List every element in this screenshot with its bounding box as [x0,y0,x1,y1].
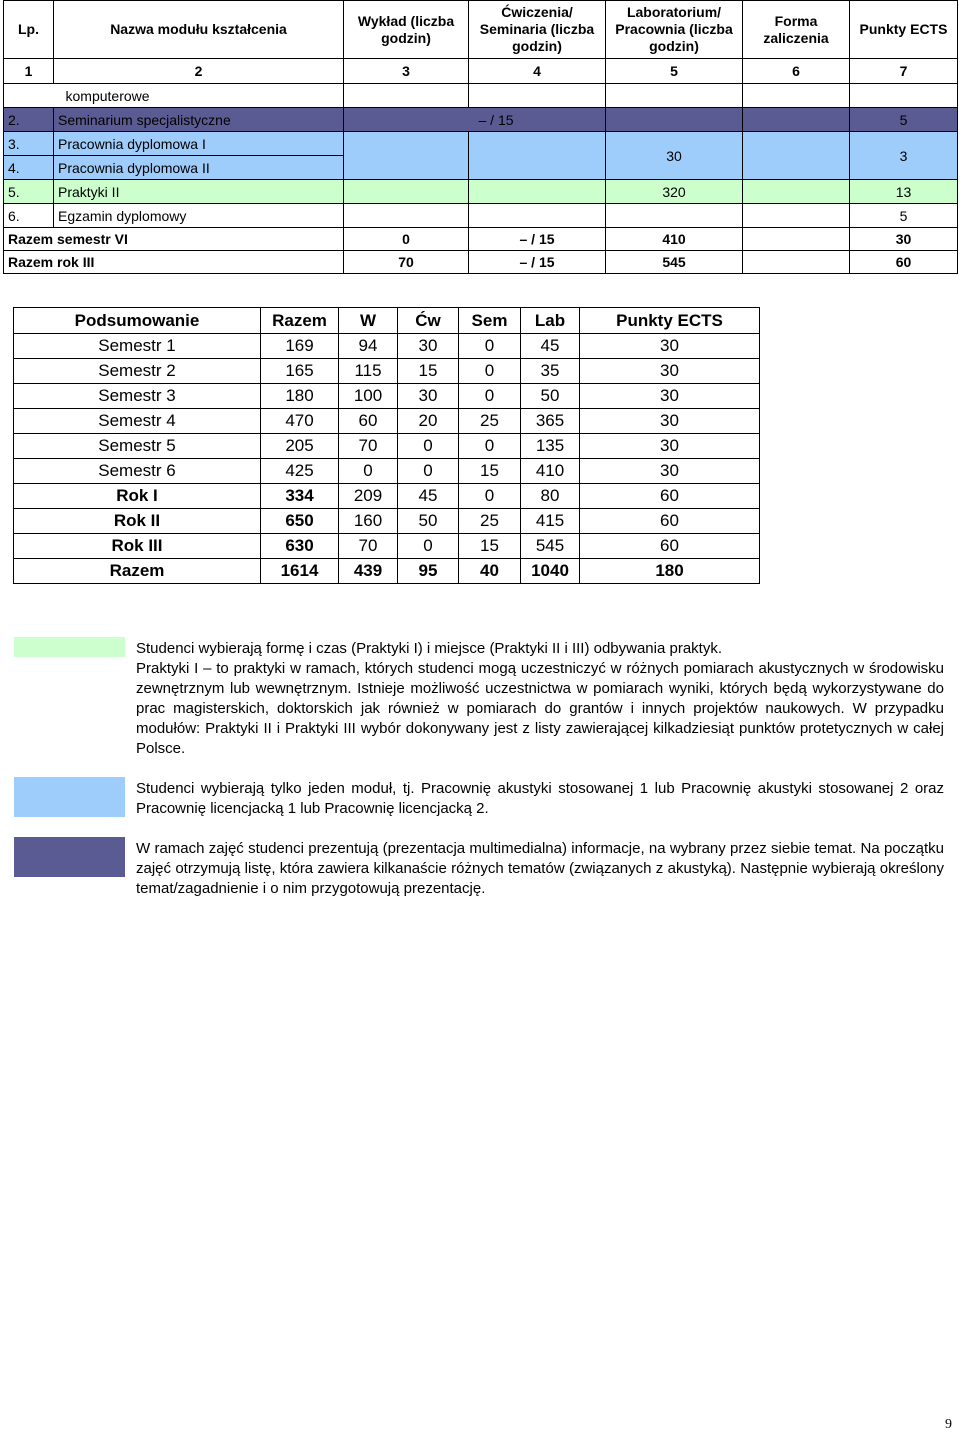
summary-row-label: Semestr 4 [14,409,261,434]
module-lp: 6. [4,204,54,228]
summary-cell: 15 [459,459,521,484]
summary-row-label: Semestr 2 [14,359,261,384]
module-lp: 4. [4,156,54,180]
summary-cell: 0 [459,484,521,509]
summary-cell: 15 [459,534,521,559]
summary-row-label: Semestr 6 [14,459,261,484]
summary-header: Razem [261,308,339,334]
summary-cell: 40 [459,559,521,584]
table-row [4,204,958,228]
total-w: 70 [344,251,469,274]
summary-cell: 45 [398,484,459,509]
col-number: 7 [850,59,958,84]
total-cw: – / 15 [469,251,606,274]
summary-cell: 470 [261,409,339,434]
legend-green-text [136,639,944,759]
summary-cell: 60 [580,484,760,509]
summary-cell: 20 [398,409,459,434]
total-ects: 60 [850,251,958,274]
summary-cell: 60 [580,509,760,534]
summary-row [14,509,760,534]
summary-row [14,409,760,434]
summary-cell: 70 [339,434,398,459]
summary-row-label: Razem [14,559,261,584]
summary-cell: 209 [339,484,398,509]
summary-cell: 35 [521,359,580,384]
module-name: komputerowe [54,84,344,108]
header-ects: Punkty ECTS [850,1,958,59]
summary-cell: 30 [580,384,760,409]
header-cwiczenia: Ćwiczenia/ Seminaria (liczba godzin) [469,1,606,59]
total-label: Razem semestr VI [4,228,344,251]
summary-cell: 135 [521,434,580,459]
summary-cell: 25 [459,409,521,434]
summary-row [14,559,760,584]
summary-cell: 100 [339,384,398,409]
summary-cell: 0 [459,359,521,384]
module-ects: 5 [850,204,958,228]
summary-row-label: Semestr 3 [14,384,261,409]
header-lp: Lp. [4,1,54,59]
summary-header: Sem [459,308,521,334]
summary-cell: 50 [521,384,580,409]
summary-cell: 180 [261,384,339,409]
summary-cell: 30 [580,359,760,384]
col-number: 6 [743,59,850,84]
legend-blue-line: Studenci wybierają tylko jeden moduł, tj. Pracownię akustyki stosowanej 1 lub Pracownię akustyki stosowanej 2 oraz Pracownię licencjacką 1 lub Pracownię licencjacką 2. [136,780,944,817]
module-ects: 13 [850,180,958,204]
summary-cell: 630 [261,534,339,559]
summary-cell: 1614 [261,559,339,584]
summary-cell: 0 [339,459,398,484]
table-row [4,84,958,108]
summary-row-label: Rok III [14,534,261,559]
summary-header: W [339,308,398,334]
header-laboratorium: Laboratorium/ Pracownia (liczba godzin) [606,1,743,59]
legend-green-line2: Praktyki I – to praktyki w ramach, których studenci mogą uczestniczyć w różnych pomiarach akustycznych w środowisku zewnętrznym lub wewnętrznym. Istnieje możliwość uczestnictwa w pomiarach wyniki, których będą wykorzystywane do prac magisterskich, doktorskich jak również w pomiarach do grantów i innych projektów naukowych. W przypadku modułów: Praktyki II i Praktyki III wybór dokonywany jest z listy zawierającej kilkadziesiąt punktów protetycznych w całej Polsce. [136,660,944,757]
summary-cell: 439 [339,559,398,584]
module-name: Seminarium specjalistyczne [54,108,344,132]
summary-row-label: Rok I [14,484,261,509]
summary-cell: 334 [261,484,339,509]
legend-swatch-purple [14,837,125,877]
page-number: 9 [945,1417,952,1432]
summary-cell: 45 [521,334,580,359]
summary-cell: 30 [580,434,760,459]
header-wyklad: Wykład (liczba godzin) [344,1,469,59]
summary-cell: 180 [580,559,760,584]
total-cw: – / 15 [469,228,606,251]
module-cw: – / 15 [469,108,606,132]
summary-header: Ćw [398,308,459,334]
legend-purple-line: W ramach zajęć studenci prezentują (prezentacja multimedialna) informacje, na wybrany przez siebie temat. Na początku zajęć otrzymują listę, która zawiera kilkanaście różnych tematów (związanych z akustyką). Następnie wybierają określony temat/zagadnienie i o nim przygotowują prezentację. [136,840,944,897]
summary-header: Lab [521,308,580,334]
table-row [4,180,958,204]
module-lp: 3. [4,132,54,156]
col-number: 4 [469,59,606,84]
summary-cell: 0 [459,334,521,359]
summary-cell: 0 [398,534,459,559]
summary-cell: 80 [521,484,580,509]
summary-cell: 165 [261,359,339,384]
summary-cell: 60 [580,534,760,559]
summary-cell: 30 [580,409,760,434]
summary-row-label: Semestr 1 [14,334,261,359]
total-lab: 410 [606,228,743,251]
module-lp: 5. [4,180,54,204]
summary-cell: 15 [398,359,459,384]
summary-cell: 425 [261,459,339,484]
col-number: 3 [344,59,469,84]
summary-cell: 0 [459,384,521,409]
module-ects: 5 [850,108,958,132]
legend-green-line1: Studenci wybierają formę i czas (Praktyki I) i miejsce (Praktyki II i III) odbywania praktyk. [136,640,723,657]
legend-swatch-blue [14,777,125,817]
summary-cell: 94 [339,334,398,359]
summary-cell: 545 [521,534,580,559]
header-nazwa: Nazwa modułu kształcenia [54,1,344,59]
summary-row [14,534,760,559]
summary-row [14,484,760,509]
module-name: Pracownia dyplomowa I [54,132,344,156]
summary-cell: 410 [521,459,580,484]
summary-cell: 50 [398,509,459,534]
summary-cell: 160 [339,509,398,534]
summary-row [14,434,760,459]
summary-cell: 0 [459,434,521,459]
summary-cell: 25 [459,509,521,534]
table-row [4,132,958,156]
semester-total-row [4,228,958,251]
summary-cell: 30 [398,334,459,359]
summary-cell: 30 [580,334,760,359]
summary-header-row [14,308,760,334]
module-ects: 3 [850,132,958,180]
legend-blue-text [136,779,944,819]
table-header-row [4,1,958,59]
summary-cell: 1040 [521,559,580,584]
summary-cell: 365 [521,409,580,434]
summary-cell: 60 [339,409,398,434]
module-name: Praktyki II [54,180,344,204]
summary-cell: 95 [398,559,459,584]
summary-cell: 650 [261,509,339,534]
module-name: Pracownia dyplomowa II [54,156,344,180]
summary-header: Punkty ECTS [580,308,760,334]
year-total-row [4,251,958,274]
summary-cell: 0 [398,434,459,459]
summary-cell: 0 [398,459,459,484]
summary-body [14,308,760,584]
curriculum-table [3,0,958,274]
summary-cell: 115 [339,359,398,384]
summary-cell: 205 [261,434,339,459]
summary-row-label: Semestr 5 [14,434,261,459]
total-w: 0 [344,228,469,251]
summary-row [14,459,760,484]
col-number: 1 [4,59,54,84]
summary-header: Podsumowanie [14,308,261,334]
summary-cell: 30 [580,459,760,484]
summary-row [14,359,760,384]
table-row [4,108,958,132]
module-lab: 320 [606,180,743,204]
legend-purple-text [136,839,944,899]
column-number-row [4,59,958,84]
summary-cell: 30 [398,384,459,409]
col-number: 5 [606,59,743,84]
module-lab: 30 [606,132,743,180]
header-forma: Forma zaliczenia [743,1,850,59]
col-number: 2 [54,59,344,84]
total-ects: 30 [850,228,958,251]
total-label: Razem rok III [4,251,344,274]
summary-cell: 169 [261,334,339,359]
total-lab: 545 [606,251,743,274]
summary-row-label: Rok II [14,509,261,534]
summary-row [14,384,760,409]
legend-swatch-green [14,637,125,657]
summary-row [14,334,760,359]
summary-table [13,307,760,584]
module-name: Egzamin dyplomowy [54,204,344,228]
module-lp: 2. [4,108,54,132]
summary-cell: 70 [339,534,398,559]
summary-cell: 415 [521,509,580,534]
